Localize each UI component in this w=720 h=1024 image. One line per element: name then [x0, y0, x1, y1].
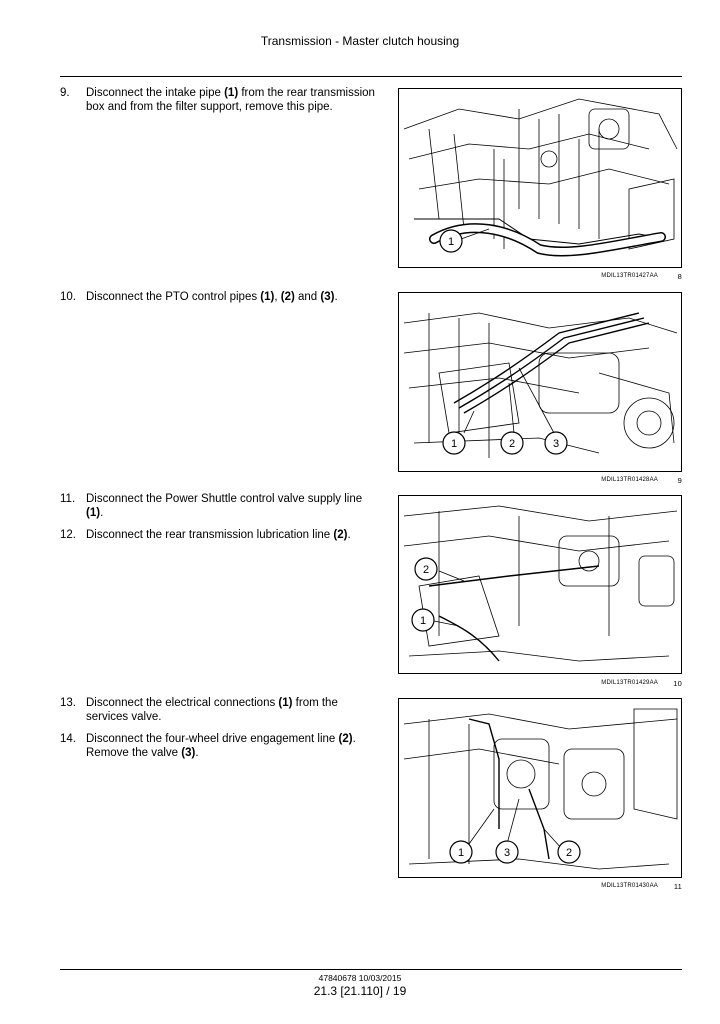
callout-2	[501, 432, 523, 454]
step-9	[60, 86, 378, 114]
pto-control-pipes-drawing	[399, 293, 681, 471]
callout-1	[450, 841, 472, 863]
step-10	[60, 290, 378, 304]
header-divider	[60, 76, 682, 77]
step-group-13-14	[60, 696, 378, 768]
services-valve-drawing	[399, 699, 681, 877]
step-number: 9.	[60, 87, 70, 99]
figure-10-illustration	[398, 495, 682, 674]
svg-text:3: 3	[503, 847, 511, 859]
step-13	[60, 696, 378, 724]
step-number: 10.	[60, 291, 76, 303]
svg-text:1: 1	[450, 438, 458, 450]
figure-code: MDIL13TR01428AA	[601, 477, 658, 483]
step-number: 11.	[60, 493, 76, 505]
figure-number: 8	[677, 272, 682, 281]
callout-2	[415, 558, 437, 580]
page-header-title: Transmission - Master clutch housing	[260, 34, 460, 48]
figure-number: 11	[673, 882, 682, 891]
footer-divider	[60, 969, 682, 970]
figure-code: MDIL13TR01430AA	[601, 883, 658, 889]
figure-number: 10	[673, 679, 682, 688]
figure-11-illustration	[398, 698, 682, 878]
figure-9-illustration	[398, 292, 682, 472]
figure-code: MDIL13TR01429AA	[601, 680, 658, 686]
step-14	[60, 732, 378, 760]
callout-1	[440, 230, 462, 252]
callout-3	[496, 841, 518, 863]
svg-text:2: 2	[422, 564, 430, 576]
step-group-11-12	[60, 492, 378, 550]
step-text: Disconnect the PTO control pipes (1), (2) and (3).	[86, 291, 338, 303]
callout-3	[545, 432, 567, 454]
svg-text:1: 1	[457, 847, 465, 859]
svg-text:2: 2	[565, 847, 573, 859]
figure-code: MDIL13TR01427AA	[601, 273, 658, 279]
intake-pipe-drawing	[399, 89, 681, 267]
step-text: Disconnect the electrical connections (1) from the services valve.	[86, 697, 338, 723]
callout-2	[558, 841, 580, 863]
svg-text:3: 3	[552, 438, 560, 450]
figure-8-illustration	[398, 88, 682, 268]
step-group-10	[60, 290, 378, 312]
step-number: 14.	[60, 733, 76, 745]
svg-text:2: 2	[508, 438, 516, 450]
svg-text:1: 1	[419, 615, 427, 627]
figure-number: 9	[677, 476, 682, 485]
step-text: Disconnect the four-wheel drive engagement line (2). Remove the valve (3).	[86, 733, 356, 759]
step-text: Disconnect the intake pipe (1) from the rear transmission box and from the filter support, remove this pipe.	[86, 87, 375, 113]
footer-document-reference: 47840678 10/03/2015	[318, 973, 402, 983]
step-number: 13.	[60, 697, 76, 709]
step-12	[60, 528, 378, 542]
callout-1	[412, 609, 434, 631]
step-text: Disconnect the Power Shuttle control valve supply line (1).	[86, 493, 363, 519]
step-number: 12.	[60, 529, 76, 541]
svg-text:1: 1	[447, 236, 455, 248]
callout-1	[443, 432, 465, 454]
footer-page-reference: 21.3 [21.110] / 19	[313, 984, 407, 998]
step-11	[60, 492, 378, 520]
power-shuttle-supply-line-drawing	[399, 496, 681, 673]
step-text: Disconnect the rear transmission lubrication line (2).	[86, 529, 351, 541]
step-group-9	[60, 86, 378, 122]
